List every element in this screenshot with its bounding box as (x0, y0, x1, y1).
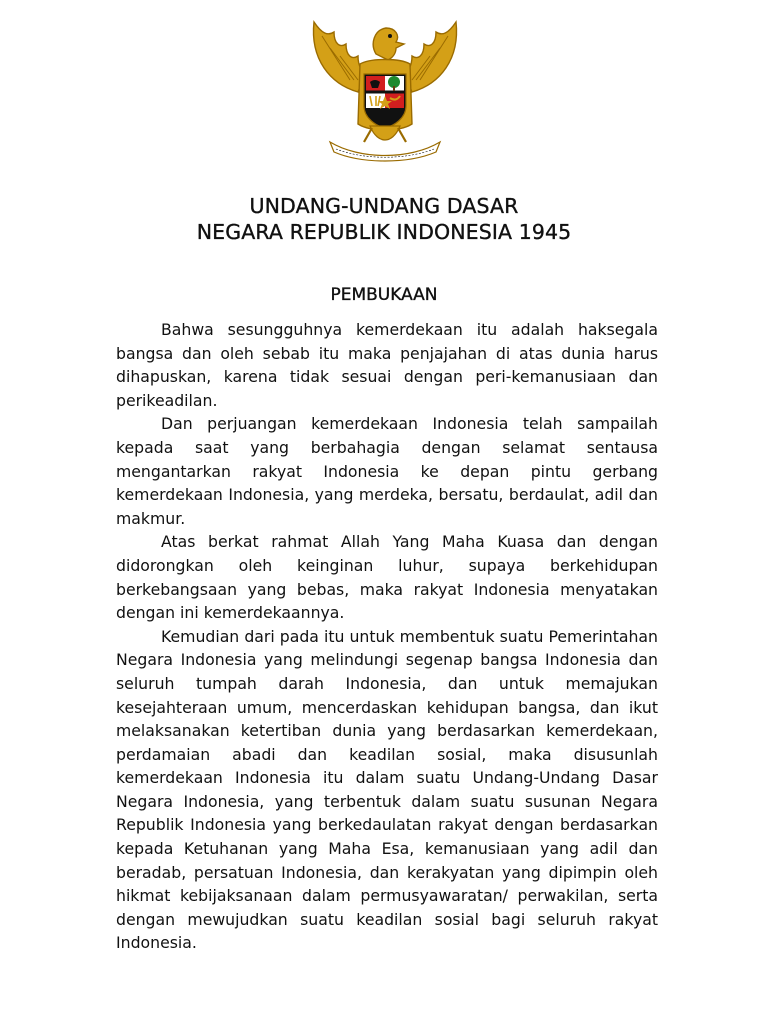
title-line-1: UNDANG-UNDANG DASAR (249, 194, 519, 218)
preamble-body (116, 318, 658, 955)
paragraph-2: Dan perjuangan kemerdekaan Indonesia telah sampailah kepada saat yang berbahagia dengan selamat sentausa mengantarkan rakyat Indonesia ke depan pintu gerbang kemerdekaan Indonesia, yang merdeka, bersatu, berdaulat, adil dan makmur. (116, 414, 658, 528)
paragraph-4: Kemudian dari pada itu untuk membentuk suatu Pemerintahan Negara Indonesia yang melindungi segenap bangsa Indonesia dan seluruh tumpah darah Indonesia, dan untuk memajukan kesejahteraan umum, mencerdaskan kehidupan bangsa, dan ikut melaksanakan ketertiban dunia yang berdasarkan kemerdekaan, perdamaian abadi dan keadilan sosial, maka disusunlah kemerdekaan Indonesia itu dalam suatu Undang-Undang Dasar Negara Indonesia, yang terbentuk dalam suatu susunan Negara Republik Indonesia yang berkedaulatan rakyat dengan berdasarkan kepada Ketuhanan yang Maha Esa, kemanusiaan yang adil dan beradab, persatuan Indonesia, dan kerakyatan yang dipimpin oleh hikmat kebijaksanaan dalam permusyawaratan/ perwakilan, serta dengan mewujudkan suatu keadilan sosial bagi seluruh rakyat Indonesia. (116, 626, 658, 953)
document-title (0, 193, 768, 245)
paragraph-3: Atas berkat rahmat Allah Yang Maha Kuasa dan dengan didorongkan oleh keinginan luhur, supaya berkehidupan berkebangsaan yang bebas, maka rakyat Indonesia menyatakan dengan ini kemerdekaannya. (116, 532, 658, 623)
section-heading: PEMBUKAAN (330, 285, 438, 305)
title-line-2: NEGARA REPUBLIK INDONESIA 1945 (196, 220, 572, 244)
garuda-pancasila-emblem-icon (300, 14, 470, 164)
paragraph-1: Bahwa sesungguhnya kemerdekaan itu adalah haksegala bangsa dan oleh sebab itu maka penjajahan di atas dunia harus dihapuskan, karena tidak sesuai dengan peri-kemanusiaan dan perikeadilan. (116, 320, 658, 410)
